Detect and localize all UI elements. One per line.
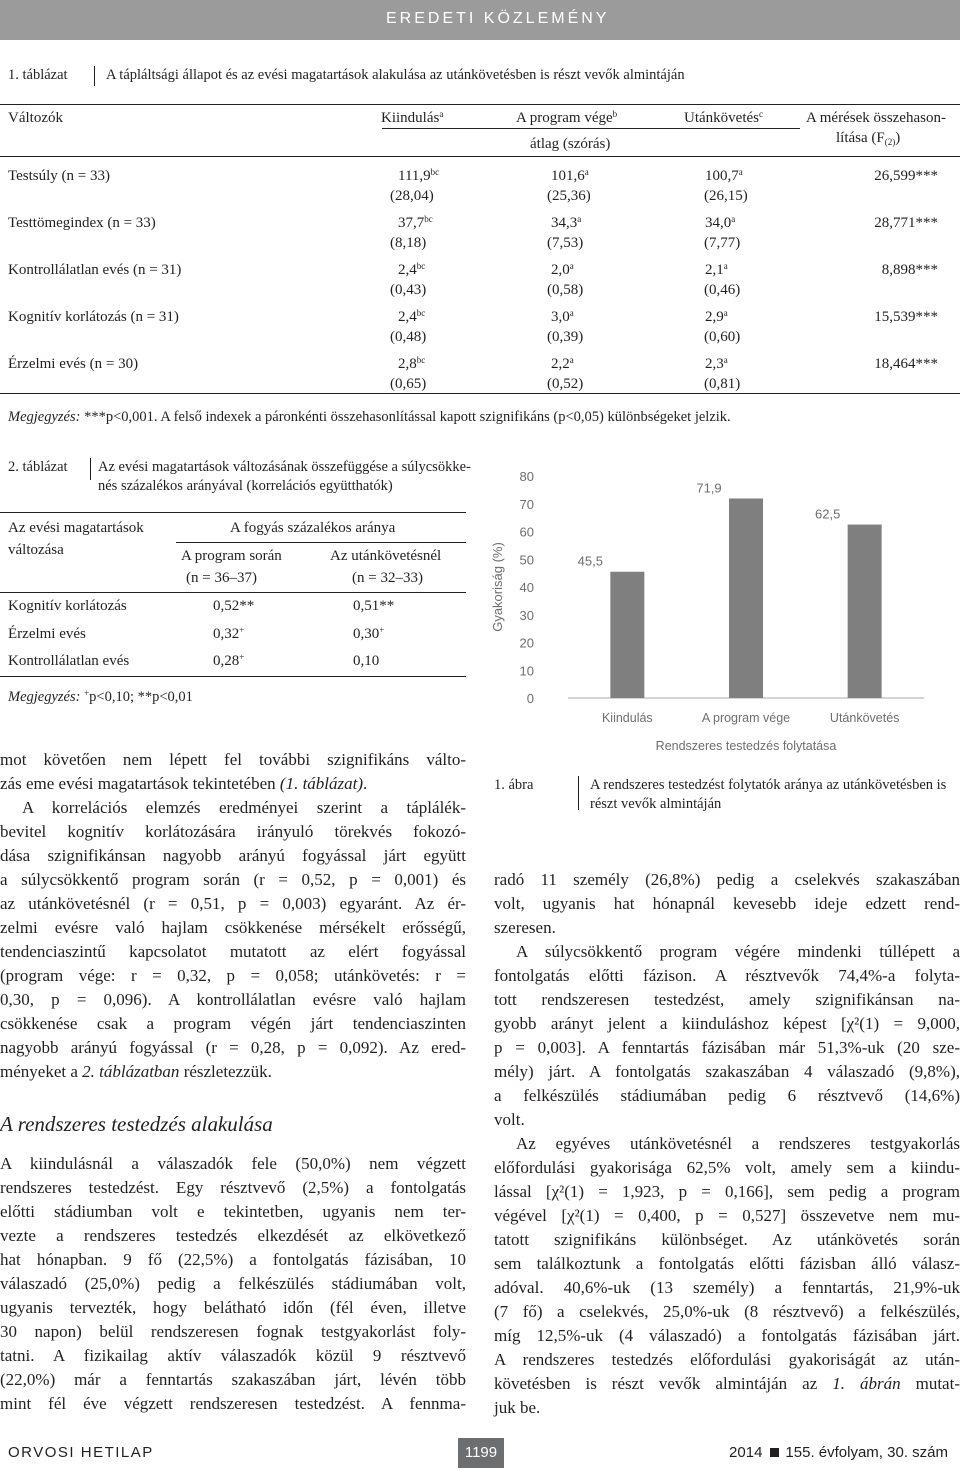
cell-baseline-mean: 2,4$^{bc}$ (398, 308, 426, 325)
table-row-label: Kognitív korlátozás (8, 598, 127, 614)
cell-baseline-sd: (0,48) (390, 329, 427, 345)
table-row-label: Kontrollálatlan evés (n = 31) (8, 262, 182, 278)
t1-bottom-rule (0, 393, 960, 394)
y-tick-label: 80 (519, 469, 534, 484)
text-line: míg 12,5%-uk (4 válaszadó) a fontolgatás fázisában járt. (494, 1326, 960, 1345)
table2-top-rule (0, 512, 466, 513)
x-tick-label: Utánkövetés (829, 711, 900, 725)
cell-follow-sd: (26,15) (704, 188, 748, 204)
text-line: ményeket a 2. táblázatban részletezzük. (0, 1062, 272, 1081)
x-tick-label: Kiindulás (601, 711, 653, 725)
section-header-band (0, 0, 960, 40)
text-line: lással [χ²(1) = 1,923, p = 0,166], sem pedig a program (494, 1182, 960, 1201)
journal-name: ORVOSI HETILAP (8, 1444, 154, 1461)
left-body-text (0, 748, 466, 1084)
table-reference: (1. táblázat) (279, 774, 364, 793)
cell-end-mean: 3,0$^a$ (551, 308, 574, 325)
text-line: A korrelációs elemzés eredményei szerint a táplálék- (22, 798, 466, 817)
bar-value-label: 45,5 (577, 553, 603, 569)
text-line: előtti stádiumban volt e tekintetben, ugyanis nem ter- (0, 1202, 466, 1221)
right-paragraph-1 (494, 868, 960, 940)
t2-col-var: Az evési magatartások (8, 520, 144, 536)
bar-value-label: 62,5 (815, 506, 841, 522)
bar (729, 498, 763, 698)
table-row-label: Testtömegindex (n = 33) (8, 215, 156, 231)
page-number: 1199 (458, 1438, 504, 1468)
cell-follow-sd: (0,81) (704, 376, 741, 392)
t2-col-var-2: változása (8, 542, 64, 558)
cell-follow-mean: 2,1$^a$ (705, 261, 728, 278)
table-row-label: Érzelmi evés (8, 625, 86, 642)
cell-follow-mean: 2,3$^a$ (705, 355, 728, 372)
text-line: előfordulási gyakorisága 62,5% volt, amely sem a kiindu- (494, 1158, 960, 1177)
caption-divider (578, 776, 579, 810)
cell-end-sd: (25,36) (547, 188, 591, 204)
bar-value-label: 71,9 (696, 480, 722, 496)
cell-follow-mean: 2,9$^a$ (705, 308, 728, 325)
cell-f-value: 15,539*** (874, 309, 938, 325)
right-paragraph-3 (494, 1132, 960, 1420)
figure-reference: 1. ábrán (832, 1374, 901, 1393)
table-reference: 2. táblázatban (82, 1062, 180, 1081)
text-line: mot követően nem lépett fel további szignifikáns válto- (0, 750, 466, 769)
cell-baseline-mean: 111,9$^{bc}$ (398, 167, 440, 184)
t1-col-variables: Változók (8, 110, 63, 126)
cell-baseline-sd: (0,43) (390, 282, 427, 298)
t2-col-follow-n: (n = 32–33) (352, 570, 423, 586)
cell-follow-r: 0,30+ (353, 624, 385, 642)
table2-number: 2. táblázat (8, 459, 68, 475)
text-line: a felkészülés stádiumában pedig 6 résztvevő (14,6%) (494, 1086, 960, 1105)
left-paragraph-2 (0, 796, 466, 1084)
left-body-text-2 (0, 1152, 466, 1416)
table2-caption (8, 458, 474, 498)
cell-follow-sd: (0,46) (704, 282, 741, 298)
bar (848, 525, 882, 698)
cell-baseline-sd: (28,04) (390, 188, 434, 204)
y-tick-label: 10 (519, 663, 534, 679)
text-line: rendszeres testedzést. Egy résztvevő (2,5%) a fontolgatás (0, 1178, 466, 1197)
text-line: volt, ugyanis hat hónapnál kevesebb ideje edzett rend- (494, 894, 960, 913)
left-paragraph-3 (0, 1152, 466, 1416)
caption-divider (90, 458, 91, 480)
figure1-caption (494, 776, 960, 816)
text-line: nagyobb arányú fogyással (r = 0,28, p = 0,092). Az ered- (0, 1038, 466, 1057)
y-tick-label: 30 (519, 607, 534, 623)
text-line: p = 0,003]. A fenntartás fázisában már 51,3%-uk (20 sze- (494, 1038, 960, 1057)
text-line: az utánkövetésnél (r = 0,51, p = 0,003) egyaránt. Az ér- (0, 894, 466, 913)
cell-baseline-mean: 2,4$^{bc}$ (398, 261, 426, 278)
cell-end-mean: 2,0$^a$ (551, 261, 574, 278)
square-separator-icon (770, 1448, 779, 1457)
x-axis-label: Rendszeres testedzés folytatása (655, 739, 837, 753)
t2-col-program: A program során (181, 548, 282, 564)
text-line: A rendszeres testedzés előfordulási gyakoriságát az után- (494, 1350, 960, 1369)
cell-follow-r: 0,10 (353, 653, 380, 669)
text-line: tatni. A fizikailag aktív válaszadók közül 9 résztvevő (0, 1346, 466, 1365)
cell-end-mean: 34,3$^a$ (551, 214, 582, 231)
y-tick-label: 0 (526, 691, 534, 706)
figure1-text: A rendszeres testedzést folytatók aránya az utánkövetésben is részt vevők almintáján (590, 777, 947, 812)
table-row-label: Kognitív korlátozás (n = 31) (8, 309, 179, 325)
text-line: vezte a rendszeres testedzés elkezdését az elkövetkező (0, 1226, 466, 1245)
text-line: (22,0%) már a fenntartás szakaszában járt, lévén több (0, 1370, 466, 1389)
text-line: végével [χ²(1) = 0,400, p = 0,527] összevetve nem mu- (494, 1206, 960, 1225)
t1-col-baseline: Kiindulás$^a$ (381, 109, 444, 126)
text-line: A súlycsökkentő program végére mindenki túllépett a (516, 942, 960, 961)
section-label: EREDETI KÖZLEMÉNY (386, 10, 610, 27)
cell-program-r: 0,32+ (213, 624, 245, 642)
t1-col-end: A program vége$^b$ (516, 109, 618, 126)
table1-number: 1. táblázat (8, 67, 68, 83)
text-line: gyobb arányt jelent a kiinduláshoz képest [χ²(1) = 9,000, (494, 1014, 960, 1033)
cell-follow-mean: 34,0$^a$ (705, 214, 736, 231)
cell-follow-sd: (7,77) (704, 235, 741, 251)
right-body-text (494, 868, 960, 1420)
t2-group-rule (176, 542, 466, 543)
t2-col-group: A fogyás százalékos aránya (230, 520, 396, 536)
cell-f-value: 18,464*** (874, 356, 938, 372)
cell-baseline-sd: (0,65) (390, 376, 427, 392)
table2-note: Megjegyzés: +p<0,10; **p<0,01 (8, 688, 193, 705)
text-line: mint fél éve végzett rendszeresen testedzést. A fennma- (0, 1394, 466, 1413)
text-line: ugyanis tervezték, hogy belátható időn (fél éven, illetve (0, 1298, 466, 1317)
table2-title: Az evési magatartások változásának összefüggése a súlycsökke- nés százalékos arányával (korrelációs együtthatók) (98, 459, 471, 494)
y-axis-label: Gyakoriság (%) (490, 542, 505, 632)
cell-baseline-mean: 37,7$^{bc}$ (398, 214, 433, 231)
t2-col-program-n: (n = 36–37) (186, 570, 257, 586)
table-row-label: Érzelmi evés (n = 30) (8, 356, 139, 372)
t1-subheader-rule (382, 128, 800, 129)
text-line: 30 napon) belül rendszeresen fognak testgyakorlást foly- (0, 1322, 466, 1341)
text-line: 0,30, p = 0,096). A kontrollálatlan evésre való hajlam (0, 990, 466, 1009)
t2-header-rule (0, 592, 466, 593)
cell-follow-sd: (0,60) (704, 329, 741, 345)
cell-program-r: 0,52** (213, 598, 255, 614)
text-line: sem találkoztunk a fontolgatás előtti fázisban álló válasz- (494, 1254, 960, 1273)
text-line: válaszadó (25,0%) pedig a felkészülés stádiumában volt, (0, 1274, 466, 1293)
t1-col-compare-2: lítása $(F_{(2)})$ (836, 130, 901, 147)
t2-bottom-rule (0, 676, 466, 677)
cell-end-sd: (0,58) (547, 282, 584, 298)
text-line: tendenciaszintű kapcsolatot mutatott az elért fogyással (0, 942, 466, 961)
cell-end-sd: (0,52) (547, 376, 584, 392)
text-line: bevitel kognitív korlátozására irányuló törekvés fokozó- (0, 822, 466, 841)
text-line: hat hónapban. 9 fő (22,5%) a fontolgatás fázisában, 10 (0, 1250, 466, 1269)
text-line: fontolgatás előtti fázison. A résztvevők 74,4%-a folyta- (494, 966, 960, 985)
text-line: tott rendszeresen testedzést, amely szignifikánsan na- (494, 990, 960, 1009)
page-footer (0, 1436, 960, 1470)
cell-program-r: 0,28+ (213, 652, 245, 669)
t1-subheader: átlag (szórás) (530, 136, 611, 152)
text-line: csökkenése csak a program végén járt tendenciaszinten (0, 1014, 466, 1033)
y-tick-label: 60 (519, 524, 534, 540)
text-line: dása szignifikánsan nagyobb arányú fogyással járt együtt (0, 846, 466, 865)
table-row-label: Testsúly (n = 33) (8, 168, 110, 184)
section-title: A rendszeres testedzés alakulása (0, 1112, 273, 1136)
text-line: A kiindulásnál a válaszadók fele (50,0%) nem végzett (0, 1154, 466, 1173)
t2-col-follow: Az utánkövetésnél (330, 548, 442, 564)
x-tick-label: A program vége (701, 711, 791, 725)
cell-f-value: 26,599*** (874, 168, 938, 184)
t1-col-followup: Utánkövetés$^c$ (684, 109, 763, 126)
y-tick-label: 50 (519, 552, 534, 568)
cell-f-value: 28,771*** (874, 215, 938, 231)
cell-f-value: 8,898*** (881, 262, 938, 278)
text-line: zelmi evésre való hajlam csökkenése mérsékelt erősségű, (0, 918, 466, 937)
bar (610, 572, 644, 698)
left-paragraph-1 (0, 748, 466, 796)
text-line: követésben is részt vevők almintáján az 1. ábrán mutat- (494, 1374, 960, 1393)
exercise-bar-chart (484, 462, 960, 768)
table1-note: Megjegyzés: ***p<0,001. A felső indexek a páronkénti összehasonlítással kapott szignifikáns (p<0,05) különbségeket jelzik. (8, 409, 731, 425)
cell-follow-r: 0,51** (353, 598, 395, 614)
text-line: a súlycsökkentő program során (r = 0,52, p = 0,001) és (0, 870, 466, 889)
text-line: szeresen. (494, 918, 556, 937)
volume-info: 2014 155. évfolyam, 30. szám (729, 1444, 948, 1461)
table1-top-rule (0, 104, 960, 105)
cell-baseline-sd: (8,18) (390, 235, 427, 251)
text-line: adóval. 40,6%-uk (13 személy) a fenntartás, 21,9%-uk (494, 1278, 960, 1297)
text-line: radó 11 személy (26,8%) pedig a cselekvés szakaszában (494, 870, 960, 889)
cell-end-sd: (7,53) (547, 235, 584, 251)
y-tick-label: 20 (519, 635, 534, 651)
caption-divider (94, 66, 95, 86)
cell-follow-mean: 100,7$^a$ (705, 167, 743, 184)
text-line: (program vége: r = 0,32, p = 0,058; utánkövetés: r = (0, 966, 466, 985)
right-paragraph-2 (494, 940, 960, 1132)
cell-baseline-mean: 2,8$^{bc}$ (398, 355, 426, 372)
cell-end-mean: 101,6$^a$ (551, 167, 589, 184)
cell-end-mean: 2,2$^a$ (551, 355, 574, 372)
y-tick-label: 40 (519, 580, 534, 595)
table-row-label: Kontrollálatlan evés (8, 653, 130, 669)
text-line: volt. (494, 1110, 525, 1129)
figure1-number: 1. ábra (494, 777, 534, 793)
text-line: (7 fő) a cselekvés, 25,0%-uk (8 résztvevő) a felkészülés, (494, 1302, 960, 1321)
text-line: juk be. (494, 1398, 541, 1417)
y-tick-label: 70 (519, 496, 534, 512)
t1-header-rule (0, 156, 960, 157)
table1-caption (8, 66, 958, 86)
text-line: zás eme evési magatartások tekintetében (1. táblázat). (0, 774, 368, 793)
text-line: Az egyéves utánkövetésnél a rendszeres testgyakorlás (516, 1134, 960, 1153)
cell-end-sd: (0,39) (547, 329, 584, 345)
text-line: tatott szignifikáns különbséget. Az utánkövetés során (494, 1230, 960, 1249)
chart-svg (484, 462, 960, 768)
table1-title: A tápláltsági állapot és az evési magatartások alakulása az utánkövetésben is részt vevők almintáján (106, 67, 685, 83)
t1-col-compare: A mérések összehason- (806, 110, 946, 126)
text-line: mély) járt. A fontolgatás szakaszában 4 válaszadó (9,8%), (494, 1062, 960, 1081)
